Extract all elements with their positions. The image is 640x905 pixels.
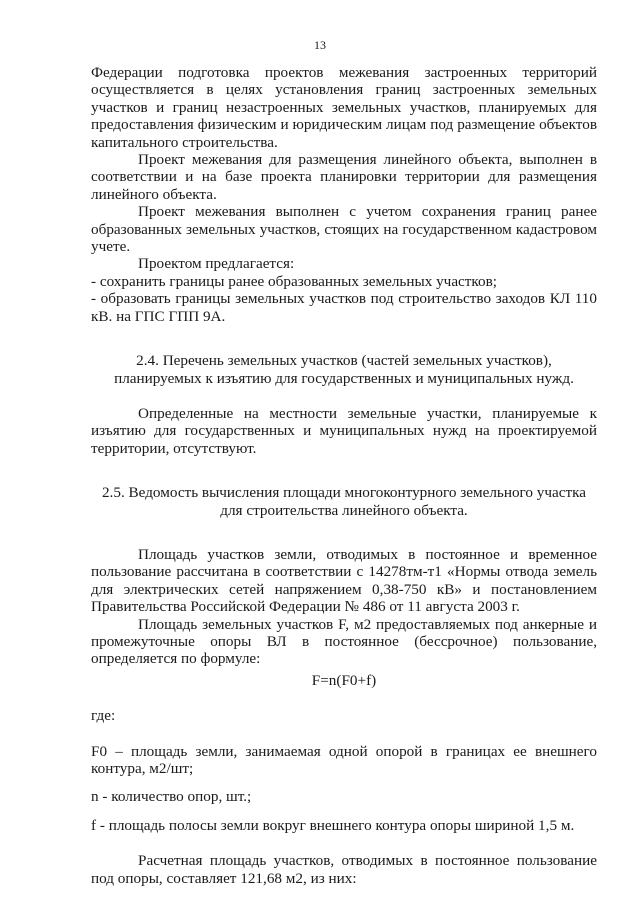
paragraph-survey-project: Проект межевания для размещения линейного объекта, выполнен в соответствии и на базе проекта планировки территории для размещения линейного объекта.: [91, 151, 597, 203]
section-heading-2-5: 2.5. Ведомость вычисления площади многоконтурного земельного участка для строительства линейного объекта.: [101, 484, 587, 519]
paragraph-boundaries: Проект межевания выполнен с учетом сохранения границ ранее образованных земельных участков, стоящих на государственном кадастровом учете.: [91, 203, 597, 256]
definition-n: n - количество опор, шт.;: [91, 788, 252, 806]
paragraph-no-seizure: Определенные на местности земельные участки, планируемые к изъятию для государственных и муниципальных нужд на проектируемой территории, отсутствуют.: [91, 404, 597, 457]
formula: F=n(F0+f): [311, 671, 377, 689]
list-item-form: - образовать границы земельных участков под строительство заходов КЛ 110 кВ. на ГПС ГПП 9А.: [91, 290, 597, 325]
definition-f: f - площадь полосы земли вокруг внешнего контура опоры шириной 1,5 м.: [91, 816, 575, 834]
section-heading-2-4: 2.4. Перечень земельных участков (частей земельных участков), планируемых к изъятию для государственных и муниципальных нужд.: [114, 352, 574, 387]
paragraph-area-formula-intro: Площадь земельных участков F, м2 предоставляемых под анкерные и промежуточные опоры ВЛ в постоянное (бессрочное) пользование, определяется по формуле:: [91, 615, 597, 668]
definition-f0: F0 – площадь земли, занимаемая одной опорой в границах ее внешнего контура, м2/шт;: [91, 742, 597, 777]
paragraph-federation: Федерации подготовка проектов межевания застроенных территорий осуществляется в целях установления границ застроенных земельных участков и границ незастроенных земельных участков, планируемых для предоставления физическим и юридическим лицам под размещение объектов капитального строительства.: [91, 64, 597, 151]
paragraph-area-norms: Площадь участков земли, отводимых в постоянное и временное пользование рассчитана в соответствии с 14278тм-т1 «Нормы отвода земель для электрических сетей напряжением 0,38-750 кВ» и постановлением Правительства Российской Федерации № 486 от 11 августа 2003 г.: [91, 545, 597, 616]
paragraph-calculated-area: Расчетная площадь участков, отводимых в постоянное пользование под опоры, составляет 121,68 м2, из них:: [91, 852, 597, 887]
document-body: [91, 64, 597, 887]
page-number: 13: [314, 38, 326, 52]
list-item-preserve: - сохранить границы ранее образованных земельных участков;: [91, 272, 498, 290]
formula-where-label: где:: [91, 707, 116, 725]
paragraph-proposal: Проектом предлагается:: [138, 255, 295, 273]
